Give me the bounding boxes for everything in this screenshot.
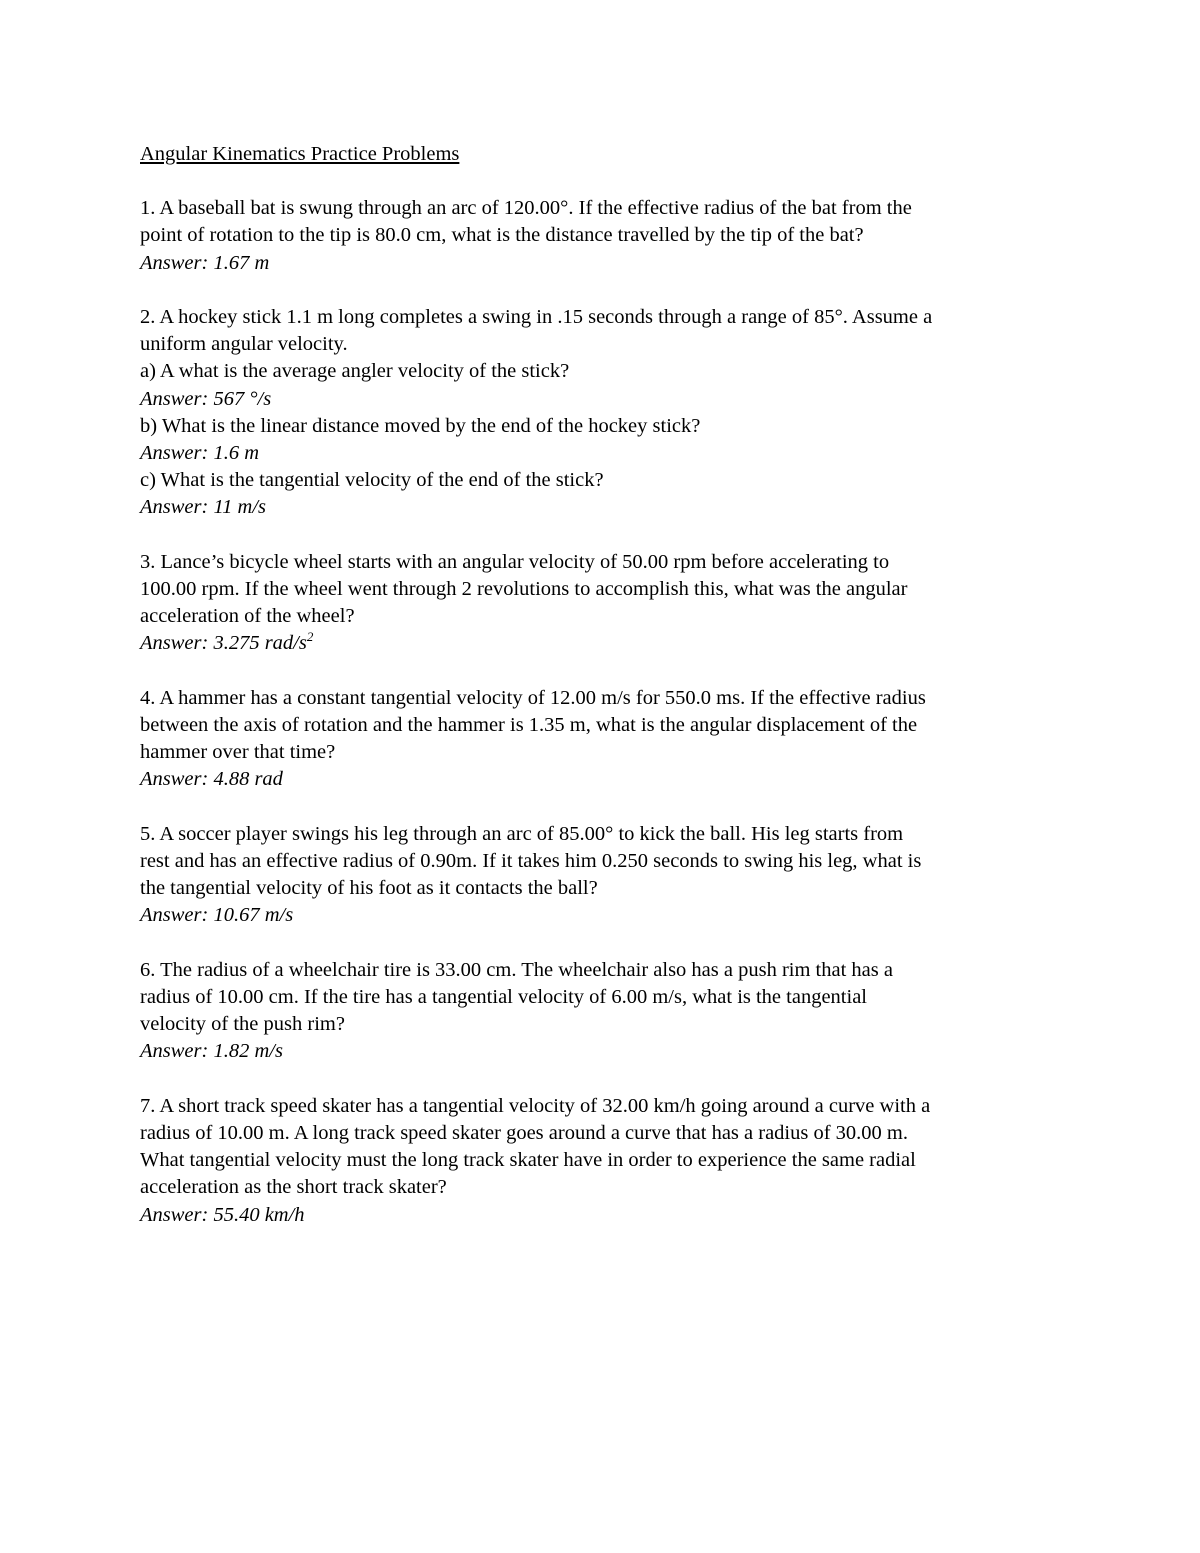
problem-text-line: What tangential velocity must the long track skater have in order to experience the same radial (140, 1149, 916, 1172)
problem-text-line: rest and has an effective radius of 0.90m. If it takes him 0.250 seconds to swing his leg, what is (140, 850, 922, 873)
problem-text-line: 5. A soccer player swings his leg through an arc of 85.00° to kick the ball. His leg starts from (140, 822, 904, 845)
problem-1 (140, 195, 1070, 277)
problem-text-line: 2. A hockey stick 1.1 m long completes a swing in .15 seconds through a range of 85°. Assume a (140, 306, 933, 328)
problem-text-line: 100.00 rpm. If the wheel went through 2 revolutions to accomplish this, what was the angular (140, 578, 908, 601)
answer-text: Answer: 11 m/s (140, 496, 267, 519)
answer-text (140, 630, 1070, 657)
document-page (140, 141, 1070, 1256)
part-question: b) What is the linear distance moved by the end of the hockey stick? (140, 414, 701, 437)
problem-6 (140, 957, 1070, 1066)
problem-text-line: point of rotation to the tip is 80.0 cm, what is the distance travelled by the tip of the bat? (140, 224, 864, 247)
answer-text: Answer: 1.67 m (140, 251, 270, 274)
problem-7 (140, 1093, 1070, 1229)
problem-text-line: radius of 10.00 cm. If the tire has a tangential velocity of 6.00 m/s, what is the tangential (140, 986, 867, 1009)
problem-text-line: acceleration as the short track skater? (140, 1176, 447, 1199)
answer-text: Answer: 4.88 rad (140, 768, 283, 791)
answer-text: Answer: 55.40 km/h (140, 1203, 305, 1226)
answer-text: Answer: 567 °/s (140, 387, 272, 410)
problem-text-line: uniform angular velocity. (140, 333, 348, 356)
problem-text-line: between the axis of rotation and the hammer is 1.35 m, what is the angular displacement of the (140, 714, 918, 737)
problem-text-line: 4. A hammer has a constant tangential velocity of 12.00 m/s for 550.0 ms. If the effective radius (140, 686, 926, 709)
problem-text-line: acceleration of the wheel? (140, 605, 355, 628)
problem-text-line: the tangential velocity of his foot as it contacts the ball? (140, 877, 598, 900)
part-question: c) What is the tangential velocity of the end of the stick? (140, 469, 604, 492)
superscript-exponent: 2 (306, 629, 314, 645)
problem-3 (140, 549, 1070, 658)
problem-5 (140, 821, 1070, 930)
problem-text-line: 7. A short track speed skater has a tangential velocity of 32.00 km/h going around a curve with a (140, 1094, 931, 1117)
problem-4 (140, 685, 1070, 794)
problem-text-line: 3. Lance’s bicycle wheel starts with an angular velocity of 50.00 rpm before accelerating to (140, 550, 890, 573)
part-question: a) A what is the average angler velocity of the stick? (140, 360, 570, 383)
problem-text-line: radius of 10.00 m. A long track speed skater goes around a curve that has a radius of 30.00 m. (140, 1122, 908, 1145)
problem-text-line: hammer over that time? (140, 741, 336, 764)
problem-text-line: 1. A baseball bat is swung through an arc of 120.00°. If the effective radius of the bat from the (140, 197, 912, 220)
problem-text-line: 6. The radius of a wheelchair tire is 33.00 cm. The wheelchair also has a push rim that has a (140, 958, 893, 981)
answer-text: Answer: 1.6 m (140, 442, 260, 465)
answer-text: Answer: 10.67 m/s (140, 904, 294, 927)
problem-text-line: velocity of the push rim? (140, 1013, 345, 1036)
problem-2 (140, 304, 1070, 522)
answer-text: Answer: 1.82 m/s (140, 1040, 283, 1063)
document-title: Angular Kinematics Practice Problems (140, 143, 460, 165)
answer-value: Answer: 3.275 rad/s (140, 632, 307, 655)
